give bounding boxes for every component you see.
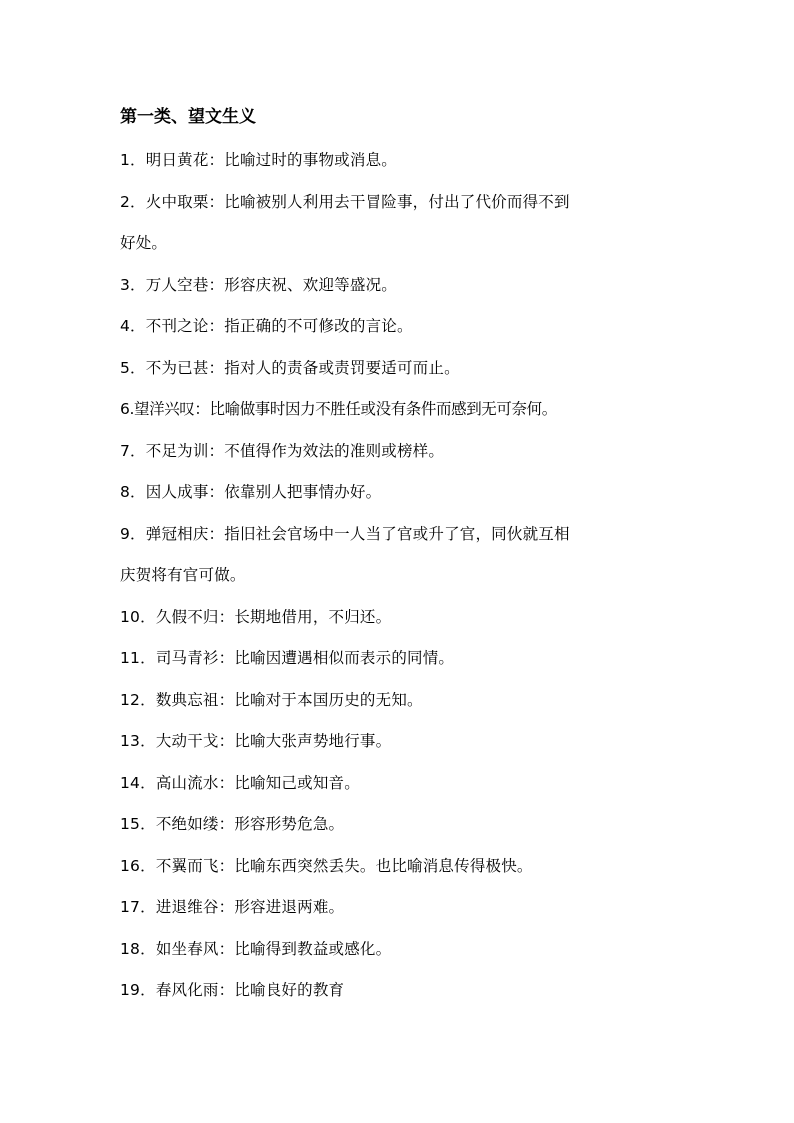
idiom-line-10: 10．久假不归：长期地借用，不归还。 <box>120 607 392 626</box>
idiom-line-11: 11．司马青衫：比喻因遭遇相似而表示的同情。 <box>120 649 455 667</box>
idiom-line-14: 14．高山流水：比喻知己或知音。 <box>120 773 360 792</box>
idiom-line-7: 7．不足为训：不值得作为效法的准则或榜样。 <box>120 441 445 460</box>
idiom-line-1: 1．明日黄花：比喻过时的事物或消息。 <box>120 151 397 169</box>
idiom-line-9: 9．弹冠相庆：指旧社会官场中一人当了官或升了官，同伙就互相 <box>120 524 570 543</box>
idiom-line-15: 15．不绝如缕：形容形势危急。 <box>120 815 345 833</box>
idiom-line-16: 16．不翼而飞：比喻东西突然丢失。也比喻消息传得极快。 <box>120 856 533 875</box>
idiom-line-5: 5．不为已甚：指对人的责备或责罚要适可而止。 <box>120 358 460 377</box>
idiom-line-6: 6.望洋兴叹：比喻做事时因力不胜任或没有条件而感到无可奈何。 <box>120 400 557 418</box>
idiom-line-3: 3．万人空巷：形容庆祝、欢迎等盛况。 <box>120 275 397 294</box>
idiom-line-8: 8．因人成事：依靠别人把事情办好。 <box>120 483 382 501</box>
idiom-line-13: 13．大动干戈：比喻大张声势地行事。 <box>120 732 392 750</box>
idiom-line-12: 12．数典忘祖：比喻对于本国历史的无知。 <box>120 690 423 709</box>
idiom-line-18: 18．如坐春风：比喻得到教益或感化。 <box>120 939 392 958</box>
idiom-line-9-continued: 庆贺将有官可做。 <box>120 566 246 584</box>
section-heading: 第一类、望文生义 <box>120 107 256 127</box>
document-body <box>120 100 680 1012</box>
idiom-line-2: 2．火中取栗：比喻被别人利用去干冒险事，付出了代价而得不到 <box>120 192 570 211</box>
idiom-line-17: 17．进退维谷：形容进退两难。 <box>120 898 345 916</box>
idiom-line-19: 19．春风化雨：比喻良好的教育 <box>120 981 345 999</box>
idiom-line-2-continued: 好处。 <box>120 234 168 252</box>
idiom-line-4: 4．不刊之论：指正确的不可修改的言论。 <box>120 317 413 335</box>
